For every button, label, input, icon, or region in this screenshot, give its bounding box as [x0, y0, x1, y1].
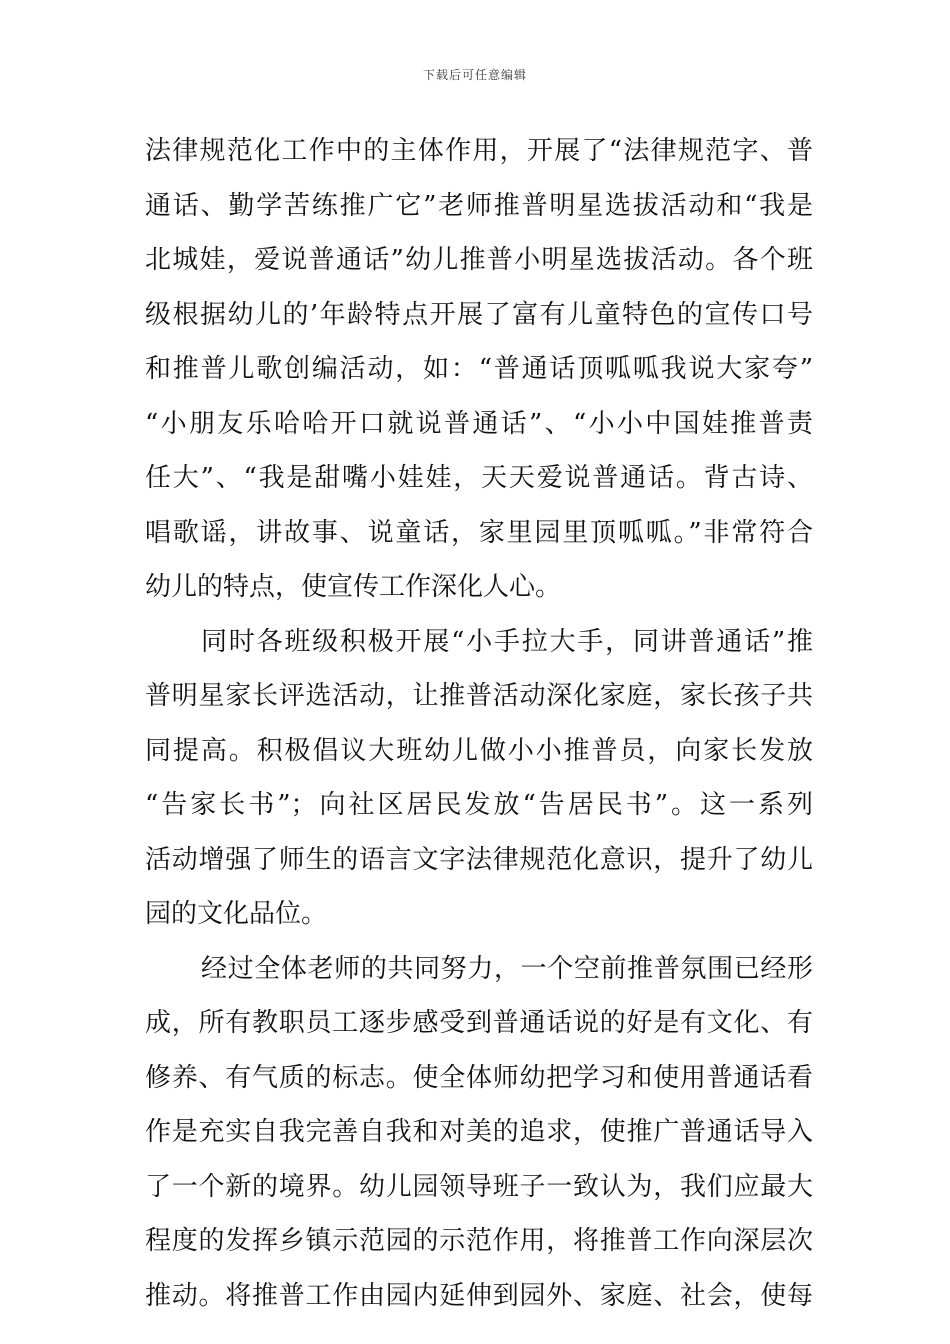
text-line: 作是充实自我完善自我和对美的追求，使推广普通话导入 [145, 1117, 813, 1147]
text-line: 北城娃，爱说普通话”幼儿推普小明星选拔活动。各个班 [145, 245, 813, 275]
paragraph-first-line: 经过全体老师的共同努力，一个空前推普氛围已经形 [201, 953, 813, 984]
text-line: 推动。将推普工作由园内延伸到园外、家庭、社会，使每 [145, 1280, 813, 1311]
text-line: 修养、有气质的标志。使全体师幼把学习和使用普通话看 [145, 1062, 813, 1093]
text-line: 程度的发挥乡镇示范园的示范作用，将推普工作向深层次 [145, 1226, 813, 1256]
text-line: 通话、勤学苦练推广它”老师推普明星选拔活动和“我是 [145, 190, 813, 221]
text-line: 同提高。积极倡议大班幼儿做小小推普员，向家长发放 [145, 735, 813, 766]
text-line: 园的文化品位。 [145, 899, 328, 929]
document-body [145, 124, 813, 1323]
text-line: 普明星家长评选活动，让推普活动深化家庭，家长孩子共 [145, 681, 813, 711]
page-header: 下载后可任意编辑 [422, 68, 527, 82]
text-line: 成，所有教职员工逐步感受到普通话说的好是有文化、有 [145, 1008, 813, 1038]
text-line: 任大”、“我是甜嘴小娃娃，天天爱说普通话。背古诗、 [145, 463, 813, 493]
text-line: 级根据幼儿的’年龄特点开展了富有儿童特色的宣传口号 [145, 299, 813, 330]
text-line: 唱歌谣，讲故事、说童话，家里园里顶呱呱。”非常符合 [145, 517, 813, 548]
text-line: 幼儿的特点，使宣传工作深化人心。 [145, 572, 562, 602]
text-line: 活动增强了师生的语言文字法律规范化意识，提升了幼儿 [145, 844, 813, 875]
paragraph-first-line: 同时各班级积极开展“小手拉大手，同讲普通话”推 [201, 626, 813, 657]
text-line: “小朋友乐哈哈开口就说普通话”、“小小中国娃推普责 [145, 408, 813, 439]
text-line: “告家长书”；向社区居民发放“告居民书”。这一系列 [145, 790, 813, 820]
text-line: 法律规范化工作中的主体作用，开展了“法律规范字、普 [145, 136, 813, 166]
text-line: 和推普儿歌创编活动，如：“普通话顶呱呱我说大家夸” [145, 354, 813, 384]
text-line: 了一个新的境界。幼儿园领导班子一致认为，我们应最大 [145, 1171, 813, 1202]
